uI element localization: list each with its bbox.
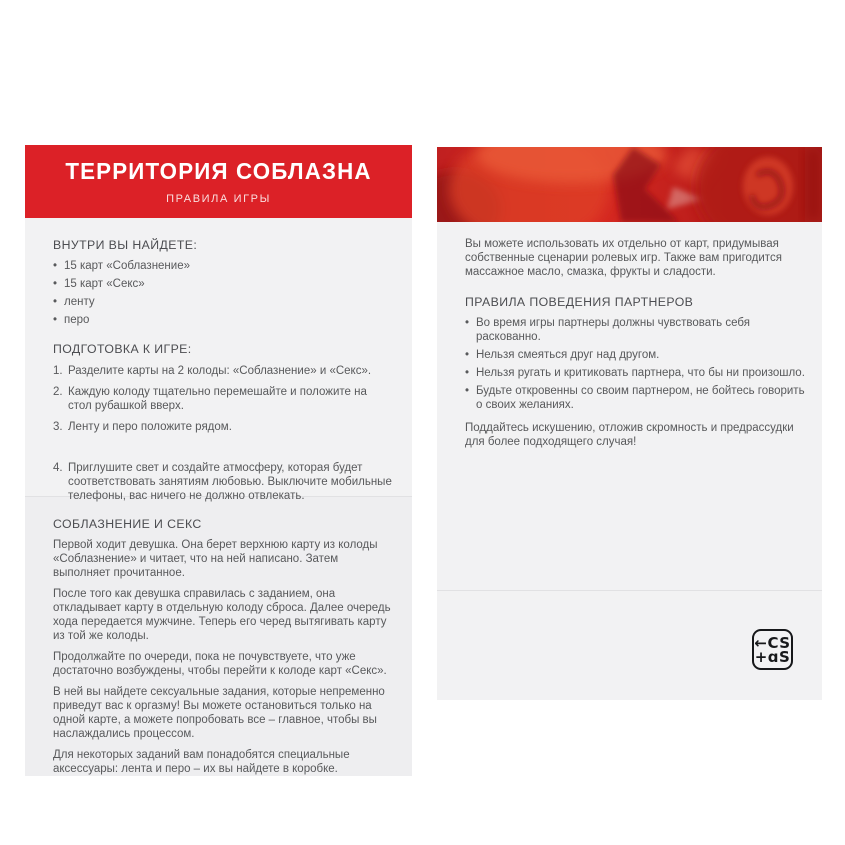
step-item: [53, 420, 392, 434]
list-item: [465, 366, 808, 380]
game-subtitle: ПРАВИЛА ИГРЫ: [166, 193, 271, 205]
list-item: [465, 316, 808, 344]
game-title: ТЕРРИТОРИЯ СОБЛАЗНА: [65, 158, 372, 184]
list-item-text: ленту: [64, 296, 95, 308]
bullet-icon: •: [53, 296, 58, 308]
rules-card-back: [437, 147, 822, 700]
logo-line-top: ←CS: [754, 633, 791, 652]
intro-paragraph: Вы можете использовать их отдельно от карт, придумывая собственные сценарии ролевых игр. Также вам пригодится массажное масло, смазка, фрукты и сладости.: [465, 238, 782, 278]
rules-paragraph: В ней вы найдете сексуальные задания, которые непременно приведут вас к оргазму! Вы можете остановиться только на одной карте, а можете попробовать все – главное, чтобы вы наслаждались процессом.: [53, 686, 385, 740]
list-item-text: Нельзя смеяться друг над другом.: [476, 349, 660, 361]
step-number: 2.: [53, 386, 63, 398]
preparation-steps-list: [53, 364, 392, 503]
list-item: [465, 348, 808, 362]
list-item: [53, 313, 392, 327]
step-number: 4.: [53, 462, 63, 474]
rules-card-front: [25, 145, 412, 775]
bullet-icon: •: [53, 260, 58, 272]
bullet-icon: •: [53, 278, 58, 290]
step-number: 3.: [53, 421, 63, 433]
bullet-icon: •: [465, 317, 470, 329]
list-item: [53, 295, 392, 309]
step-item: [53, 461, 392, 503]
card-title-band: [25, 145, 412, 218]
rules-paragraph: Первой ходит девушка. Она берет верхнюю карту из колоды «Соблазнение» и читает, что на ней написано. Затем выполняет прочитанное.: [53, 539, 378, 579]
step-text: Приглушите свет и создайте атмосферу, которая будет соответствовать занятиям любовью. Выключите мобильные телефоны, вас ничего не должно отвлекать.: [68, 462, 392, 502]
step-item: [53, 364, 392, 378]
step-text: Разделите карты на 2 колоды: «Соблазнение» и «Секс».: [68, 365, 372, 377]
card-body: [437, 222, 822, 449]
couple-kiss-photo: [437, 147, 822, 222]
closing-paragraph: Поддайтесь искушению, отложив скромность и предрассудки для более подходящего случая!: [465, 422, 794, 448]
bullet-icon: •: [53, 314, 58, 326]
card-fold-shade: [437, 590, 822, 591]
couple-kiss-photo-art: [437, 147, 822, 222]
step-text: Каждую колоду тщательно перемешайте и положите на стол рубашкой вверх.: [68, 386, 367, 412]
section-heading-seduction: СОБЛАЗНЕНИЕ И СЕКС: [53, 517, 202, 531]
inside-items-list: [53, 259, 392, 327]
card-body: [25, 218, 412, 776]
list-item: [53, 277, 392, 291]
logo-line-bottom: +ɑS: [754, 647, 791, 666]
bullet-icon: •: [465, 349, 470, 361]
rules-paragraph: Продолжайте по очереди, пока не почувствуете, что уже достаточно возбуждены, чтобы перейти к колоде карт «Секс».: [53, 651, 387, 677]
list-item-text: перо: [64, 314, 90, 326]
list-item-text: 15 карт «Секс»: [64, 278, 145, 290]
bullet-icon: •: [465, 367, 470, 379]
list-item: [465, 384, 808, 412]
ecstas-brand-logo: [752, 629, 793, 670]
list-item: [53, 259, 392, 273]
section-heading-inside: ВНУТРИ ВЫ НАЙДЕТЕ:: [53, 238, 198, 252]
rules-paragraph: После того как девушка справилась с заданием, она откладывает карту в отдельную колоду сброса. Далее очередь хода передается мужчине. Теперь его черед вытягивать карту из той же колоды.: [53, 588, 391, 642]
section-heading-preparation: ПОДГОТОВКА К ИГРЕ:: [53, 342, 192, 356]
partner-rules-list: [465, 316, 808, 412]
rules-paragraph: Для некоторых заданий вам понадобятся специальные аксессуары: лента и перо – их вы найдете в коробке.: [53, 749, 350, 775]
list-item-text: Будьте откровенны со своим партнером, не бойтесь говорить о своих желаниях.: [476, 385, 805, 411]
step-item: [53, 385, 392, 413]
step-text: Ленту и перо положите рядом.: [68, 421, 232, 433]
step-number: 1.: [53, 365, 63, 377]
section-heading-partner-rules: ПРАВИЛА ПОВЕДЕНИЯ ПАРТНЕРОВ: [465, 295, 694, 309]
list-item-text: 15 карт «Соблазнение»: [64, 260, 191, 272]
list-item-text: Во время игры партнеры должны чувствовать себя раскованно.: [476, 317, 750, 343]
bullet-icon: •: [465, 385, 470, 397]
list-item-text: Нельзя ругать и критиковать партнера, что бы ни произошло.: [476, 367, 805, 379]
